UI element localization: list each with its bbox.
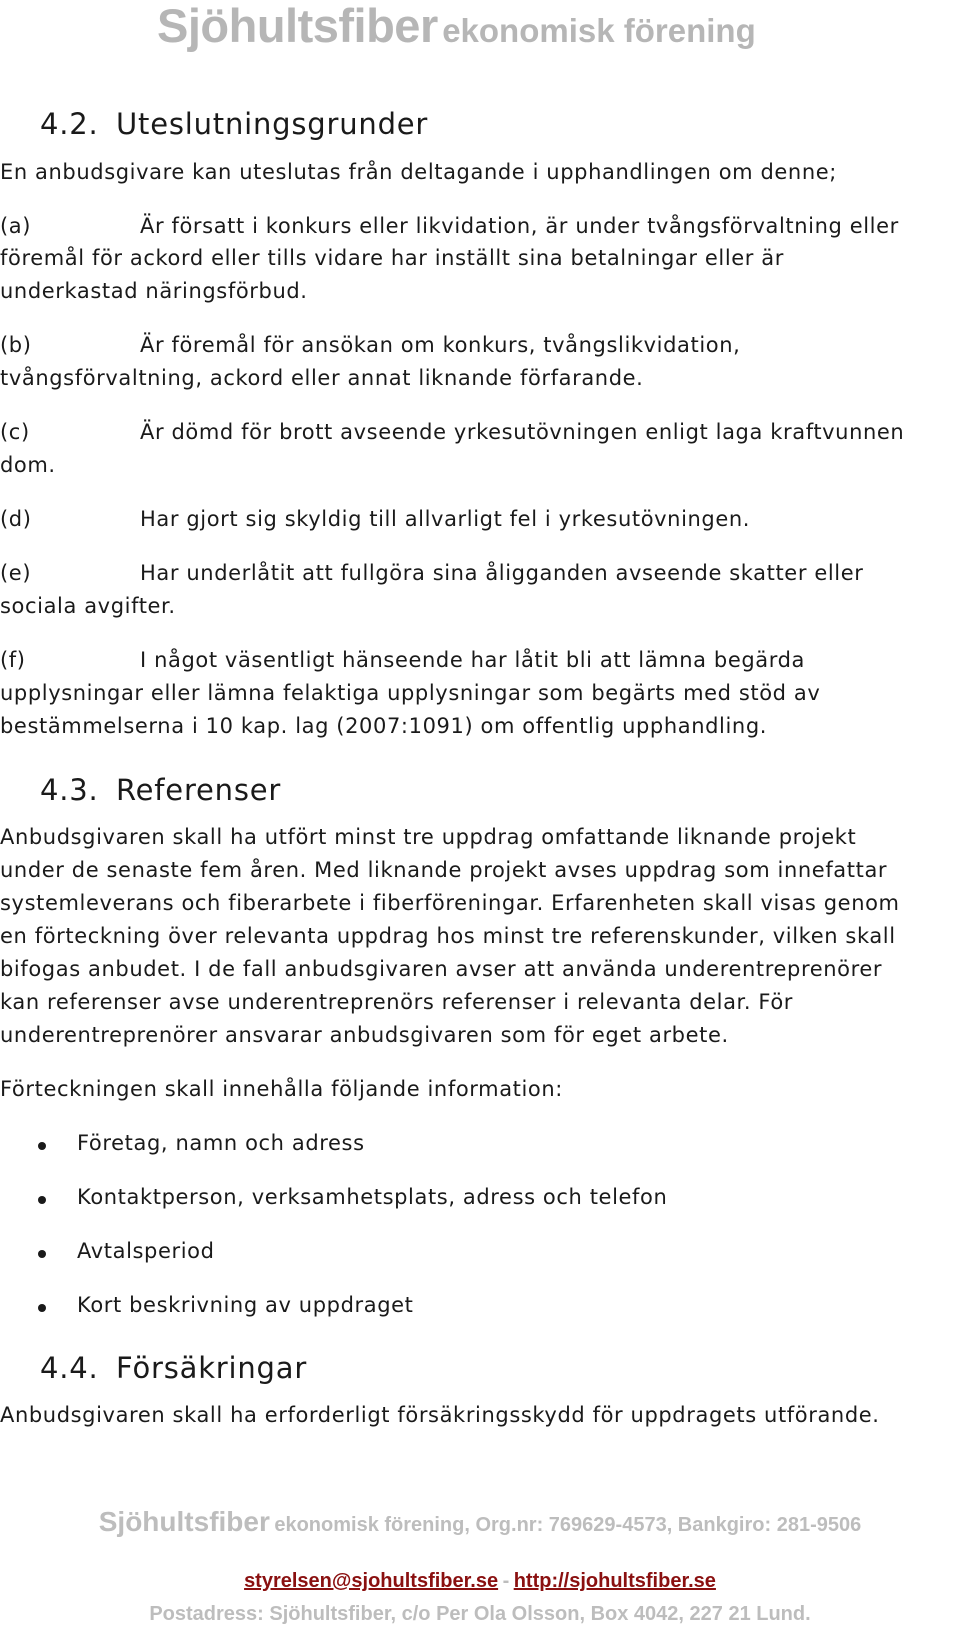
item-text: Har underlåtit att fullgöra sina åligganden avseende skatter eller bbox=[140, 561, 864, 585]
section-intro: En anbudsgivare kan uteslutas från deltagande i upphandlingen om denne; bbox=[0, 160, 837, 184]
paragraph-line: en förteckning över relevanta uppdrag hos minst tre referenskunder, vilken skall bbox=[0, 924, 896, 948]
item-text: bestämmelserna i 10 kap. lag (2007:1091) om offentlig upphandling. bbox=[0, 714, 768, 738]
list-item: Kort beskrivning av uppdraget bbox=[77, 1293, 414, 1317]
section-number: 4.3. bbox=[40, 773, 99, 807]
section-heading-4-4 bbox=[40, 1351, 307, 1385]
list-item: Kontaktperson, verksamhetsplats, adress och telefon bbox=[77, 1185, 668, 1209]
section-title: Uteslutningsgrunder bbox=[116, 107, 429, 141]
item-text: dom. bbox=[0, 453, 56, 477]
section-title: Försäkringar bbox=[116, 1351, 308, 1385]
item-text: Är försatt i konkurs eller likvidation, är under tvångsförvaltning eller bbox=[140, 214, 899, 238]
footer-org-line bbox=[0, 1506, 960, 1538]
paragraph-line: underentreprenörer ansvarar anbudsgivaren som för eget arbete. bbox=[0, 1023, 729, 1047]
footer-link-separator: - bbox=[502, 1570, 510, 1592]
item-text: upplysningar eller lämna felaktiga upplysningar som begärts med stöd av bbox=[0, 681, 821, 705]
paragraph-line: bifogas anbudet. I de fall anbudsgivaren avser att använda underentreprenörer bbox=[0, 957, 883, 981]
bullet-icon bbox=[38, 1304, 46, 1312]
header-brand bbox=[157, 0, 756, 53]
section-number: 4.2. bbox=[40, 107, 99, 141]
paragraph-line: Anbudsgivaren skall ha utfört minst tre uppdrag omfattande liknande projekt bbox=[0, 825, 857, 849]
list-item: Avtalsperiod bbox=[77, 1239, 215, 1263]
footer-links bbox=[0, 1570, 960, 1593]
item-label: (e) bbox=[0, 561, 32, 585]
item-label: (b) bbox=[0, 333, 32, 357]
item-text: underkastad näringsförbud. bbox=[0, 279, 308, 303]
list-intro: Förteckningen skall innehålla följande information: bbox=[0, 1077, 563, 1101]
paragraph-line: Anbudsgivaren skall ha erforderligt försäkringsskydd för uppdragets utförande. bbox=[0, 1403, 880, 1427]
item-text: I något väsentligt hänseende har låtit bli att lämna begärda bbox=[140, 648, 806, 672]
bullet-icon bbox=[38, 1142, 46, 1150]
item-label: (f) bbox=[0, 648, 26, 672]
bullet-icon bbox=[38, 1196, 46, 1204]
item-text: Är dömd för brott avseende yrkesutövningen enligt laga kraftvunnen bbox=[140, 420, 905, 444]
section-heading-4-3 bbox=[40, 773, 281, 807]
paragraph-line: under de senaste fem åren. Med liknande projekt avses uppdrag som innefattar bbox=[0, 858, 888, 882]
item-label: (a) bbox=[0, 214, 32, 238]
header-brand-suffix: ekonomisk förening bbox=[442, 12, 756, 49]
item-text: sociala avgifter. bbox=[0, 594, 176, 618]
footer-email-link[interactable]: styrelsen@sjohultsfiber.se bbox=[244, 1570, 499, 1592]
item-text: föremål för ackord eller tills vidare har inställt sina betalningar eller är bbox=[0, 246, 785, 270]
paragraph-line: kan referenser avse underentreprenörs referenser i relevanta delar. För bbox=[0, 990, 794, 1014]
footer-address-text: Postadress: Sjöhultsfiber, c/o Per Ola Olsson, Box 4042, 227 21 Lund. bbox=[149, 1603, 811, 1625]
footer-address bbox=[0, 1603, 960, 1626]
item-text: tvångsförvaltning, ackord eller annat liknande förfarande. bbox=[0, 366, 644, 390]
item-label: (d) bbox=[0, 507, 32, 531]
paragraph-line: systemleverans och fiberarbete i fiberföreningar. Erfarenheten skall visas genom bbox=[0, 891, 900, 915]
list-item: Företag, namn och adress bbox=[77, 1131, 365, 1155]
section-number: 4.4. bbox=[40, 1351, 99, 1385]
section-heading-4-2 bbox=[40, 107, 428, 141]
footer-website-link[interactable]: http://sjohultsfiber.se bbox=[513, 1570, 716, 1592]
header-brand-name: Sjöhultsfiber bbox=[157, 0, 438, 52]
section-title: Referenser bbox=[116, 773, 282, 807]
item-text: Har gjort sig skyldig till allvarligt fel i yrkesutövningen. bbox=[140, 507, 751, 531]
footer-brand-name: Sjöhultsfiber bbox=[98, 1506, 270, 1537]
item-label: (c) bbox=[0, 420, 30, 444]
bullet-icon bbox=[38, 1250, 46, 1258]
item-text: Är föremål för ansökan om konkurs, tvångslikvidation, bbox=[140, 333, 741, 357]
footer-org-details: ekonomisk förening, Org.nr: 769629-4573, Bankgiro: 281-9506 bbox=[274, 1514, 862, 1536]
